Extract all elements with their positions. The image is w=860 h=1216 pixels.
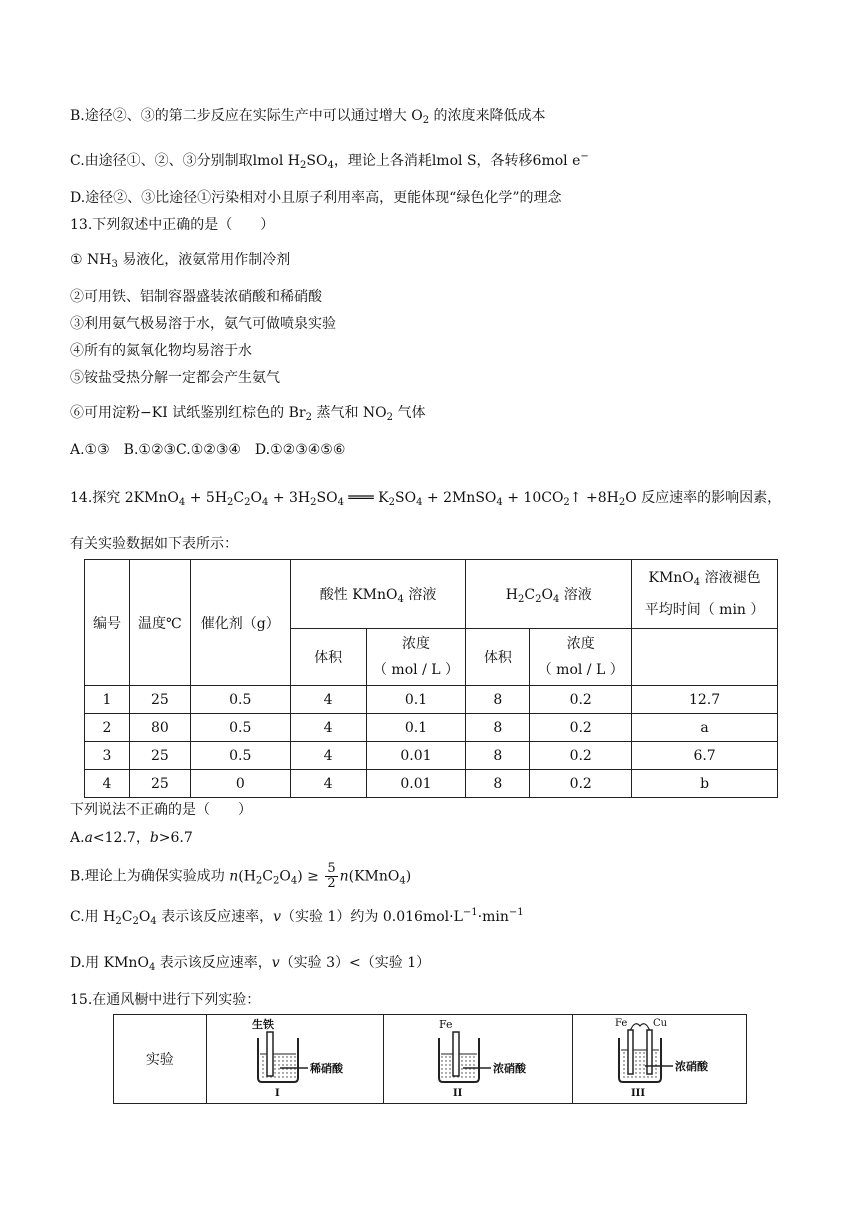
experiment-3-figure bbox=[573, 1015, 747, 1104]
exp3-roman-label: III bbox=[630, 1088, 645, 1098]
table-row bbox=[85, 742, 778, 770]
experiment-2-figure bbox=[384, 1015, 573, 1104]
q13-stem: 13.下列叙述中正确的是（ ） bbox=[70, 217, 275, 233]
q14-stem: 14.探究 2KMnO$_4$ + $5H_2C_2O_4 + 3H_2SO_4$ ═══ $K_2SO_4$ + 2MnSO$_4$ + $10CO_2↑ +8H_2O$ 反应速率的影响因素， bbox=[70, 490, 782, 508]
table-cell: a bbox=[632, 714, 778, 742]
table-cell: 0.1 bbox=[366, 714, 466, 742]
table-cell: 8 bbox=[466, 770, 530, 798]
table-cell: 4 bbox=[290, 770, 366, 798]
exp2-roman-label: II bbox=[453, 1088, 463, 1098]
header-conc-1: 浓度 （ mol / L ） bbox=[366, 629, 466, 686]
q14-table-intro: 有关实验数据如下表所示： bbox=[70, 536, 238, 552]
header-fade-time: KMnO$_4$ 溶液褪色 平均时间（ min ） bbox=[632, 560, 778, 629]
table-row bbox=[85, 770, 778, 798]
q14-data-table bbox=[84, 559, 778, 798]
exp1-acid-label: 稀硝酸 bbox=[310, 1062, 344, 1075]
experiment-1-figure bbox=[206, 1015, 384, 1104]
table-cell: 0.5 bbox=[190, 686, 290, 714]
q15-stem: 15.在通风橱中进行下列实验： bbox=[70, 992, 261, 1008]
table-cell: 0.01 bbox=[366, 742, 466, 770]
q14-question: 下列说法不正确的是（ ） bbox=[70, 802, 252, 818]
exp2-acid-label: 浓硝酸 bbox=[493, 1062, 527, 1075]
table-cell: 4 bbox=[290, 686, 366, 714]
q14-option-b: B.理论上为确保实验成功 $n(H_2C_2O_4)$ ≥ $\frac{5}{2}$ n(KMnO$_4$) bbox=[70, 861, 412, 891]
table-cell: 0.5 bbox=[190, 714, 290, 742]
q13-options: A.①③ B.①②③C.①②③④ D.①②③④⑤⑥ bbox=[70, 442, 346, 458]
exp1-roman-label: I bbox=[275, 1088, 280, 1098]
q13-statement-6: ⑥可用淀粉−KI 试纸鉴别红棕色的 $Br_2$ 蒸气和 $NO_2$ 气体 bbox=[70, 405, 426, 423]
header-volume-2: 体积 bbox=[466, 629, 530, 686]
table-cell: 0.2 bbox=[530, 714, 632, 742]
table-cell: 6.7 bbox=[632, 742, 778, 770]
q12-option-c: C.由途径①、②、③分别制取lmol $H_2SO_4$，理论上各消耗lmol S，各转移6mol e− bbox=[70, 151, 589, 171]
exp3-metal1-label: Fe bbox=[614, 1018, 627, 1029]
header-kmno4-solution: 酸性 KMnO$_4$ 溶液 bbox=[290, 560, 466, 629]
header-temp: 温度℃ bbox=[129, 560, 190, 686]
table-cell: 0.01 bbox=[366, 770, 466, 798]
table-cell: 25 bbox=[129, 686, 190, 714]
table-cell: 12.7 bbox=[632, 686, 778, 714]
q13-statement-4: ④所有的氮氧化物均易溶于水 bbox=[70, 343, 252, 359]
table-cell: 3 bbox=[85, 742, 130, 770]
q15-experiment-table bbox=[113, 1014, 747, 1104]
q14-option-c: C.用 $H_2C_2O_4$ 表示该反应速率，v（实验 1）约为 $0.016mol\cdot L^{-1}\cdot\min^{-1}$ bbox=[70, 907, 524, 927]
table-row bbox=[85, 686, 778, 714]
table-cell: 80 bbox=[129, 714, 190, 742]
table-cell: 0 bbox=[190, 770, 290, 798]
table-cell: 0.1 bbox=[366, 686, 466, 714]
table-cell: 4 bbox=[290, 742, 366, 770]
table-cell: 0.2 bbox=[530, 742, 632, 770]
q14-option-a: A.a<12.7，b>6.7 bbox=[70, 830, 193, 846]
header-volume-1: 体积 bbox=[290, 629, 366, 686]
header-catalyst: 催化剂（g） bbox=[190, 560, 290, 686]
table-cell: 8 bbox=[466, 714, 530, 742]
header-conc-2: 浓度 （ mol / L ） bbox=[530, 629, 632, 686]
q12-option-b: B.途径②、③的第二步反应在实际生产中可以通过增大 $O_2$ 的浓度来降低成本 bbox=[70, 108, 546, 126]
table-cell: 0.2 bbox=[530, 686, 632, 714]
q13-statement-2: ②可用铁、铝制容器盛装浓硝酸和稀硝酸 bbox=[70, 289, 322, 305]
q14-option-d: D.用 KMnO$_4$ 表示该反应速率，v（实验 3）<（实验 1） bbox=[70, 955, 431, 973]
table-cell: 25 bbox=[129, 742, 190, 770]
exp3-metal2-label: Cu bbox=[652, 1018, 667, 1029]
table-cell: 8 bbox=[466, 686, 530, 714]
table-row bbox=[85, 714, 778, 742]
table-cell: 0.5 bbox=[190, 742, 290, 770]
q13-statement-1: ① $NH_3$ 易液化，液氨常用作制冷剂 bbox=[70, 252, 291, 270]
q13-statement-5: ⑤铵盐受热分解一定都会产生氨气 bbox=[70, 370, 280, 386]
q13-statement-3: ③利用氨气极易溶于水，氨气可做喷泉实验 bbox=[70, 316, 336, 332]
table-cell: 4 bbox=[85, 770, 130, 798]
exp3-acid-label: 浓硝酸 bbox=[674, 1060, 708, 1073]
exp1-metal-label: 生铁 bbox=[252, 1018, 275, 1031]
header-no: 编号 bbox=[85, 560, 130, 686]
header-h2c2o4-solution: $H_2C_2O_4$ 溶液 bbox=[466, 560, 632, 629]
table-cell: 2 bbox=[85, 714, 130, 742]
header-empty bbox=[632, 629, 778, 686]
table-cell: 8 bbox=[466, 742, 530, 770]
table-cell: 1 bbox=[85, 686, 130, 714]
table-cell: 4 bbox=[290, 714, 366, 742]
table-cell: 0.2 bbox=[530, 770, 632, 798]
table-cell: b bbox=[632, 770, 778, 798]
table-cell: 25 bbox=[129, 770, 190, 798]
exp2-metal-label: Fe bbox=[439, 1018, 453, 1031]
q15-row-label: 实验 bbox=[114, 1015, 207, 1104]
q12-option-d: D.途径②、③比途径①污染相对小且原子利用率高，更能体现“绿色化学”的理念 bbox=[70, 190, 562, 206]
